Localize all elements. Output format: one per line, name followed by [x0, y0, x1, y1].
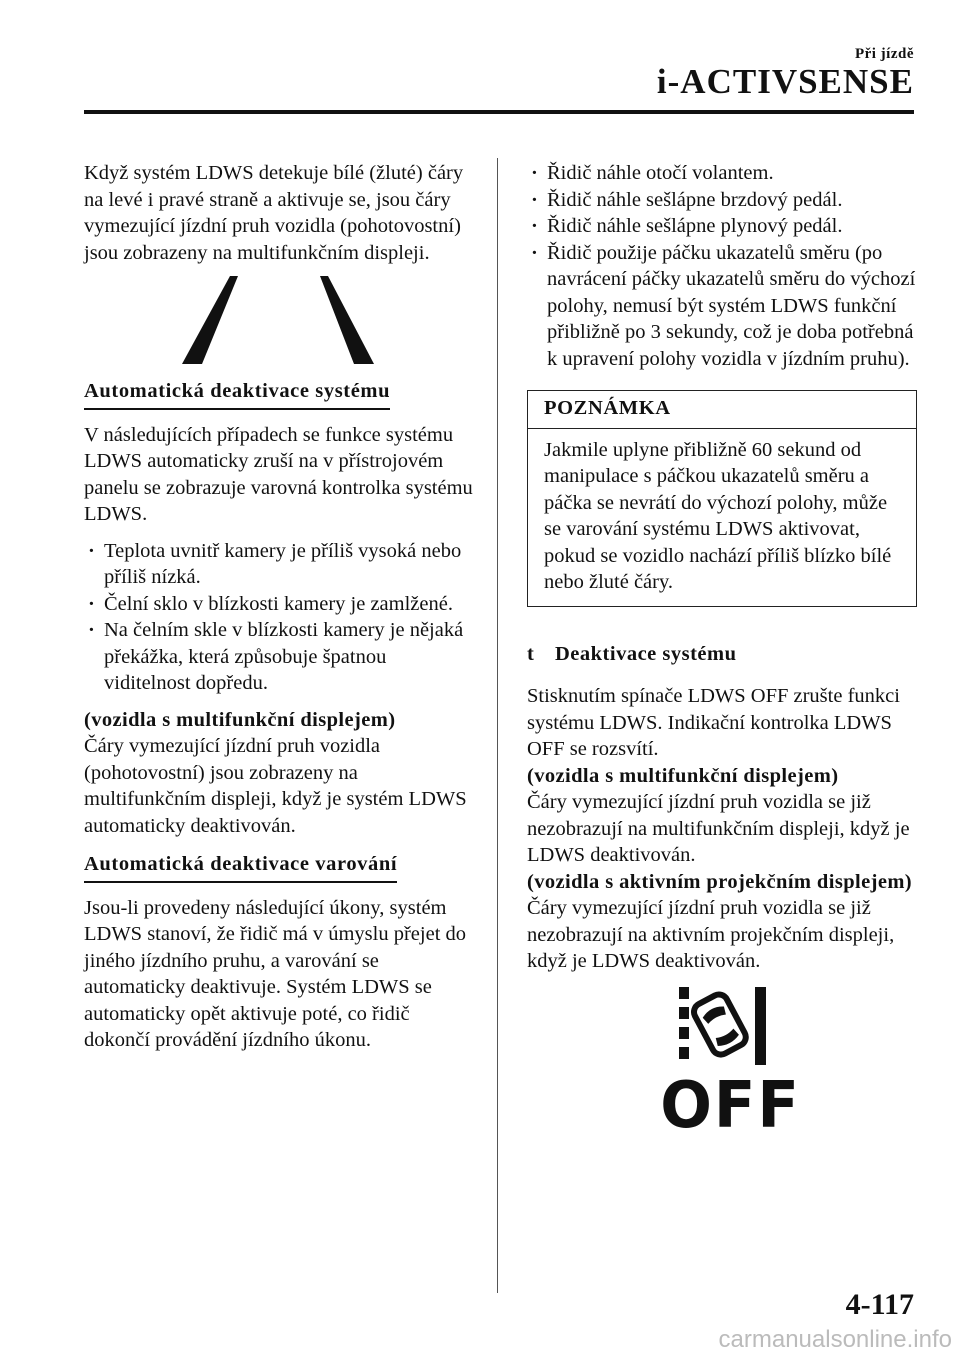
header-rule	[84, 110, 914, 114]
section-title: i-ACTIVSENSE	[656, 62, 914, 101]
column-divider	[497, 158, 498, 1293]
list-item: · Čelní sklo v blízkosti kamery je zamlžené.	[88, 592, 453, 615]
heading-auto-deactivation-system: Automatická deaktivace systému	[84, 378, 390, 410]
lane-lines-icon	[180, 276, 380, 366]
paragraph-auto-deactivation: V následujících případech se funkce systému LDWS automaticky zruší na v přístrojovém panelu se zobrazuje varovná kontrolka systému LDWS.	[84, 423, 473, 525]
page-number: 4-117	[845, 1288, 914, 1321]
list-item: · Řidič náhle otočí volantem.	[531, 162, 774, 184]
subheading-multifunction-display-right: (vozidla s multifunkční displejem)	[527, 764, 839, 787]
list-item: · Teplota uvnitř kamery je příliš vysoká nebo příliš nízká.	[88, 539, 462, 588]
heading-auto-deactivation-warning: Automatická deaktivace varování	[84, 851, 397, 883]
bullet-list-driver-actions	[527, 160, 917, 372]
off-label: OFF	[660, 1068, 801, 1143]
left-column	[84, 160, 474, 1054]
subheading-active-projection-display: (vozidla s aktivním projekčním displejem)	[527, 870, 913, 893]
list-item: · Řidič náhle sešlápne plynový pedál.	[531, 215, 843, 237]
paragraph-auto-deactivation-warning: Jsou-li provedeny následující úkony, systém LDWS stanoví, že řidič má v úmyslu přejet do jiného jízdního pruhu, a varování se automaticky deaktivuje. Systém LDWS se automaticky opět aktivuje poté, co řidič dokončí provádění jízdního úkonu.	[84, 896, 467, 1051]
heading-system-deactivation-text: Deaktivace systému	[555, 642, 737, 665]
paragraph-multifunction-display: Čáry vymezující jízdní pruh vozidla (pohotovostní) jsou zobrazeny na multifunkčním displeji, když je systém LDWS automaticky deaktivován.	[84, 735, 467, 837]
heading-marker: t	[527, 642, 535, 665]
note-body: Jakmile uplyne přibližně 60 sekund od manipulace s páčkou ukazatelů směru a páčka se nevrátí do výchozí polohy, může se varování systému LDWS aktivovat, pokud se vozidlo nachází příliš blízko bílé nebo žluté čáry.	[544, 438, 892, 593]
list-item: · Řidič náhle sešlápne brzdový pedál.	[531, 188, 843, 211]
paragraph-multifunction-off: Čáry vymezující jízdní pruh vozidla se již nezobrazují na multifunkčním displeji, když je LDWS deaktivován.	[527, 791, 910, 866]
paragraph-projection-off: Čáry vymezující jízdní pruh vozidla se již nezobrazují na aktivním projekčním displeji, když je LDWS deaktivován.	[527, 897, 895, 972]
intro-paragraph: Když systém LDWS detekuje bílé (žluté) čáry na levé i pravé straně a aktivuje se, jsou čáry vymezující jízdní pruh vozidla (pohotovostní) jsou zobrazeny na multifunkčním displeji.	[84, 162, 464, 264]
chapter-label: Při jízdě	[854, 46, 914, 62]
ldws-lane-warning-icon	[657, 985, 789, 1073]
lane-lines-illustration	[180, 276, 474, 366]
note-title: POZNÁMKA	[528, 391, 916, 429]
list-item: · Řidič použije páčku ukazatelů směru (po navrácení páčky ukazatelů směru do výchozí polohy, nemusí být systém LDWS funkční přibližně po 3 sekundy, což je doba potřebná k upravení polohy vozidla v jízdním pruhu).	[531, 241, 916, 370]
bullet-list-conditions	[84, 538, 474, 697]
ldws-off-indicator	[657, 985, 801, 1143]
list-item: · Na čelním skle v blízkosti kamery je nějaká překážka, která způsobuje špatnou viditelnost dopředu.	[88, 619, 464, 694]
subheading-multifunction-display: (vozidla s multifunkční displejem)	[84, 708, 396, 731]
watermark: carmanualsonline.info	[718, 1326, 952, 1353]
heading-system-deactivation	[527, 641, 917, 668]
right-column	[527, 160, 917, 1143]
paragraph-ldws-off-switch: Stisknutím spínače LDWS OFF zrušte funkci systému LDWS. Indikační kontrolka LDWS OFF se rozsvítí.	[527, 685, 900, 760]
note-box	[527, 390, 917, 607]
